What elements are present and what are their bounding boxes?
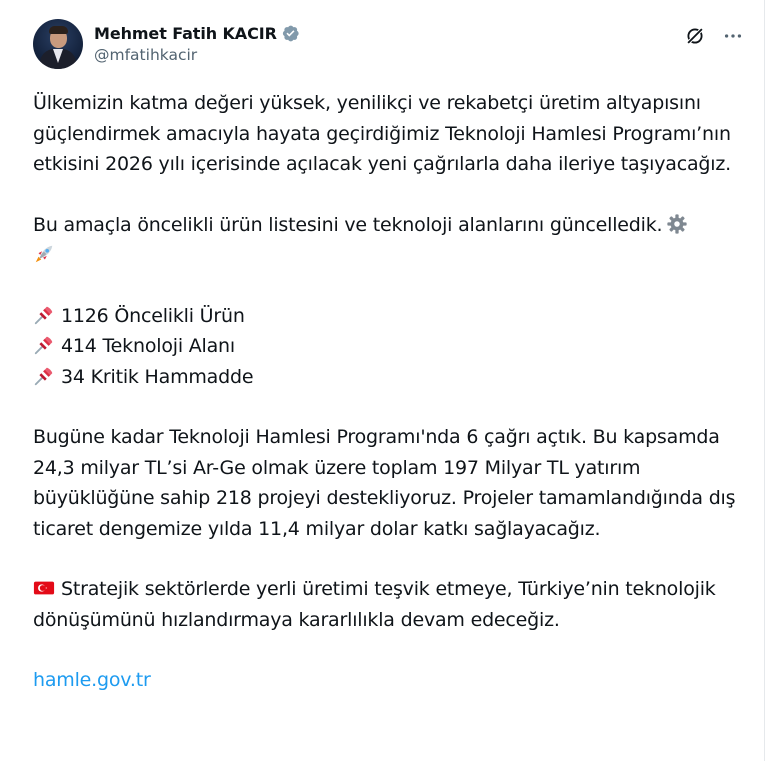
tweet-text	[33, 88, 753, 696]
tweet-paragraph-4-text: Stratejik sektörlerde yerli üretimi teşvik etmeye, Türkiye’nin teknolojik dönüşümünü hızlandırmaya kararlılıkla devam edeceğiz.	[33, 578, 716, 631]
list-item	[33, 362, 753, 393]
rocket-icon	[33, 243, 55, 265]
header-actions	[684, 25, 744, 47]
pushpin-icon	[33, 304, 55, 326]
tweet-header	[33, 17, 748, 73]
list-item	[33, 301, 753, 332]
author-display-name[interactable]: Mehmet Fatih KACIR	[94, 23, 277, 43]
tweet-paragraph-2-text: Bu amaçla öncelikli ürün listesini ve teknoloji alanlarını güncelledik.	[33, 213, 663, 236]
author-name-row	[94, 22, 300, 44]
more-icon[interactable]	[722, 25, 744, 47]
avatar-hair	[49, 26, 68, 34]
gear-icon	[666, 213, 688, 235]
list-item-text: 414 Teknoloji Alanı	[61, 335, 235, 357]
tweet-paragraph-3: Bugüne kadar Teknoloji Hamlesi Programı'nda 6 çağrı açtık. Bu kapsamda 24,3 milyar TL’si Ar-Ge olmak üzere toplam 197 Milyar TL yatırım büyüklüğüne sahip 218 projeyi destekliyoruz. Projeler tamamlandığında dış ticaret dengemize yılda 11,4 milyar dolar katkı sağlayacağız.	[33, 426, 736, 540]
tweet-list	[33, 301, 753, 393]
author-handle[interactable]: @mfatihkacir	[94, 46, 198, 64]
turkey-flag-icon	[33, 577, 55, 599]
pushpin-icon	[33, 334, 55, 356]
pushpin-icon	[33, 365, 55, 387]
list-item-text: 34 Kritik Hammadde	[61, 365, 254, 388]
tweet-paragraph-4	[33, 574, 753, 635]
list-item-text: 1126 Öncelikli Ürün	[61, 304, 245, 327]
avatar[interactable]	[33, 19, 83, 69]
grok-icon[interactable]	[684, 25, 706, 47]
verified-badge-icon[interactable]	[281, 24, 300, 43]
tweet-paragraph-2	[33, 210, 753, 271]
tweet-paragraph-1: Ülkemizin katma değeri yüksek, yenilikçi ve rekabetçi üretim altyapısını güçlendirmek amacıyla hayata geçirdiğimiz Teknoloji Hamlesi Programı’nın etkisini 2026 yılı içerisinde açılacak yeni çağrılarla daha ileriye taşıyacağız.	[33, 92, 731, 175]
list-item	[33, 331, 753, 362]
external-link[interactable]: hamle.gov.tr	[33, 669, 151, 691]
